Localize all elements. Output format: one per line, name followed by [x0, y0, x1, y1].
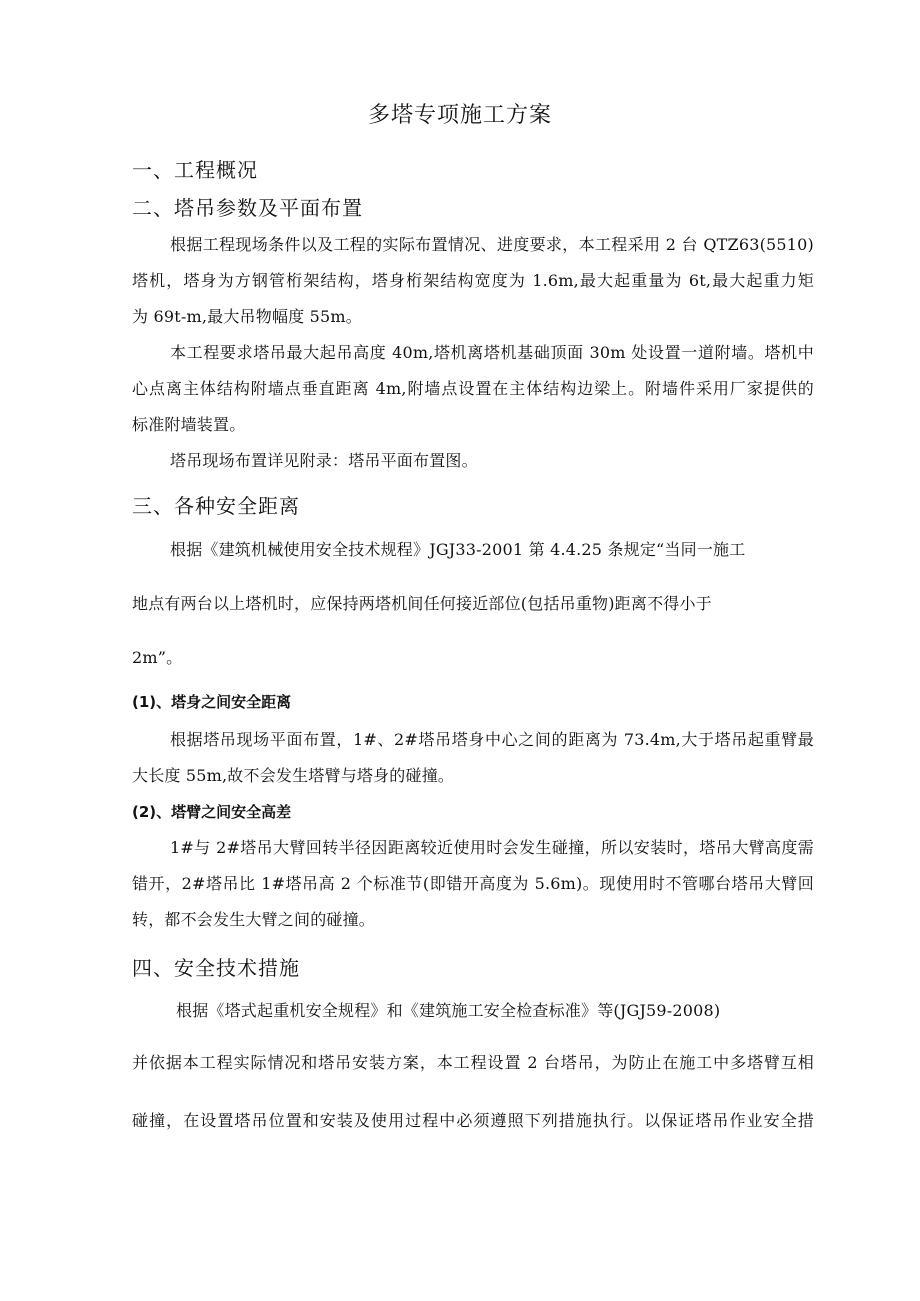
paragraph-line: 本工程要求塔吊最大起吊高度 40m,塔机离塔机基础顶面 30m 处设置一道附墙。塔机中 [170, 343, 814, 362]
paragraph-line: 根据《建筑机械使用安全技术规程》JGJ33-2001 第 4.4.25 条规定“当同一施工 [170, 540, 746, 559]
section-heading-safety-measures: 四、安全技术措施 [132, 956, 300, 980]
paragraph-line: 根据塔吊现场平面布置，1#、2#塔吊塔身中心之间的距离为 73.4m,大于塔吊起重臂最 [170, 730, 814, 749]
paragraph-line: 碰撞，在设置塔吊位置和安装及使用过程中必须遵照下列措施执行。以保证塔吊作业安全措 [132, 1111, 814, 1130]
paragraph-line: 塔吊现场布置详见附录：塔吊平面布置图。 [170, 451, 478, 470]
paragraph-line: 1#与 2#塔吊大臂回转半径因距离较近使用时会发生碰撞，所以安装时，塔吊大臂高度需 [170, 838, 814, 857]
paragraph-line: 转，都不会发生大臂之间的碰撞。 [132, 910, 376, 929]
paragraph-line: 2m”。 [132, 648, 183, 667]
section-heading-tower-params: 二、塔吊参数及平面布置 [132, 196, 363, 220]
paragraph-line: 并依据本工程实际情况和塔吊安装方案，本工程设置 2 台塔吊，为防止在施工中多塔臂互相 [132, 1053, 814, 1072]
paragraph-line: 大长度 55m,故不会发生塔臂与塔身的碰撞。 [132, 766, 455, 785]
page-title: 多塔专项施工方案 [367, 103, 552, 128]
subsection-heading-tower-body-distance: (1)、塔身之间安全距离 [132, 693, 292, 711]
section-heading-safety-distance: 三、各种安全距离 [132, 494, 300, 518]
paragraph-line: 为 69t-m,最大吊物幅度 55m。 [132, 307, 362, 326]
paragraph-line: 标准附墙装置。 [132, 415, 246, 434]
section-heading-overview: 一、工程概况 [132, 158, 258, 182]
paragraph-line: 心点离主体结构附墙点垂直距离 4m,附墙点设置在主体结构边梁上。附墙件采用厂家提供的 [132, 379, 814, 398]
paragraph-line: 地点有两台以上塔机时，应保持两塔机间任何接近部位(包括吊重物)距离不得小于 [132, 594, 712, 613]
subsection-heading-boom-height-difference: (2)、塔臂之间安全高差 [132, 803, 292, 821]
paragraph-line: 根据工程现场条件以及工程的实际布置情况、进度要求，本工程采用 2 台 QTZ63(5510) [170, 235, 814, 254]
paragraph-line: 塔机，塔身为方钢管桁架结构，塔身桁架结构宽度为 1.6m,最大起重量为 6t,最大起重力矩 [132, 271, 814, 290]
paragraph-line: 根据《塔式起重机安全规程》和《建筑施工安全检查标准》等(JGJ59-2008) [176, 1001, 721, 1020]
paragraph-line: 错开，2#塔吊比 1#塔吊高 2 个标准节(即错开高度为 5.6m)。现使用时不管哪台塔吊大臂回 [132, 874, 814, 893]
